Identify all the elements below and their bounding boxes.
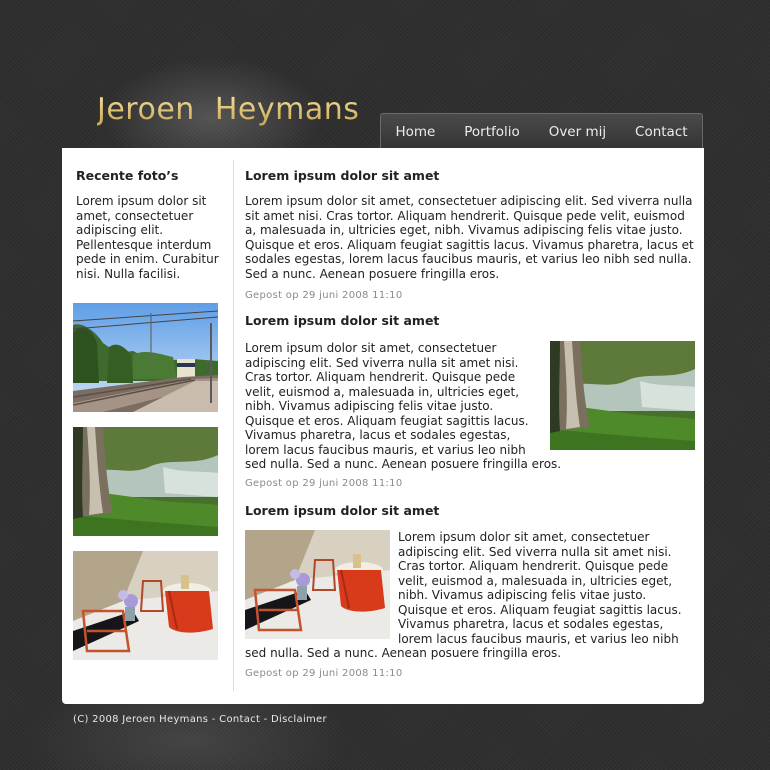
nav-item-contact[interactable]: Contact — [635, 123, 688, 140]
post-title[interactable]: Lorem ipsum dolor sit amet — [245, 168, 440, 183]
sidebar-title: Recente foto’s — [76, 168, 179, 183]
footer-copyright: (C) 2008 Jeroen Heymans — [73, 714, 209, 725]
post-meta: Gepost op 29 juni 2008 11:10 — [245, 290, 403, 301]
sidebar-text: Lorem ipsum dolor sit amet, consectetuer adipiscing elit. Pellentesque interdum pede in enim. Curabitur nisi. Nulla facilisi. — [76, 194, 219, 281]
post-meta: Gepost op 29 juni 2008 11:10 — [245, 478, 403, 489]
post-title[interactable]: Lorem ipsum dolor sit amet — [245, 313, 440, 328]
post-title[interactable]: Lorem ipsum dolor sit amet — [245, 503, 440, 518]
lake-tree-photo — [550, 341, 695, 450]
garden-chairs-photo — [245, 530, 390, 639]
post-body: Lorem ipsum dolor sit amet, consectetuer adipiscing elit. Sed viverra nulla sit amet nisi. Cras tortor. Aliquam hendrerit. Quisque pede velit, euismod a, malesuada in, ultricies eget, nibh. Vivamus adipiscing felis vitae justo. Quisque et eros. Aliquam feugiat sagittis lacus. Vivamus pharetra, lacus et sodales egestas, lorem lacus faucibus mauris, et varius leo nibh sed nulla. Sed a nunc. Aenean posuere fringilla eros. — [245, 194, 694, 281]
footer-contact-link[interactable]: Contact — [219, 714, 261, 725]
post-body-wrap — [245, 530, 695, 661]
column-divider — [233, 160, 234, 691]
sidebar-photo-garden[interactable] — [73, 551, 218, 660]
site-title: Jeroen Heymans — [97, 92, 360, 127]
sidebar-photo-lake[interactable] — [73, 427, 218, 536]
garden-chairs-photo — [73, 551, 218, 660]
post-body-wrap — [245, 341, 695, 472]
main-nav — [380, 113, 703, 149]
nav-item-portfolio[interactable]: Portfolio — [464, 123, 520, 140]
footer — [73, 714, 327, 725]
sidebar — [62, 148, 233, 704]
lake-tree-photo — [73, 427, 218, 536]
footer-separator: - — [208, 714, 220, 725]
content-panel — [62, 148, 704, 704]
post-body: Lorem ipsum dolor sit amet, consectetuer adipiscing elit. Sed viverra nulla sit amet nisi. Cras tortor. Aliquam hendrerit. Quisque pede velit, euismod a, malesuada in, ultricies eget, nibh. Vivamus adipiscing felis vitae justo. Quisque et eros. Aliquam feugiat sagittis lacus. Vivamus pharetra, lacus et sodales egestas, lorem lacus faucibus mauris, et varius leo nibh sed nulla. Sed a nunc. Aenean posuere fringilla eros. — [245, 530, 682, 660]
nav-item-over-mij[interactable]: Over mij — [548, 123, 607, 140]
sidebar-photo-train[interactable] — [73, 303, 218, 412]
footer-separator: - — [260, 714, 272, 725]
nav-item-home[interactable]: Home — [395, 123, 436, 140]
post-photo-garden[interactable] — [245, 530, 390, 639]
post-body: Lorem ipsum dolor sit amet, consectetuer adipiscing elit. Sed viverra nulla sit amet nisi. Cras tortor. Aliquam hendrerit. Quisque pede velit, euismod a, malesuada in, ultricies eget, nibh. Vivamus adipiscing felis vitae justo. Quisque et eros. Aliquam feugiat sagittis lacus. Vivamus pharetra, lacus et sodales egestas, lorem lacus faucibus mauris, et varius leo nibh sed nulla. Sed a nunc. Aenean posuere fringilla eros. — [245, 341, 562, 471]
post-meta: Gepost op 29 juni 2008 11:10 — [245, 668, 403, 679]
train-photo — [73, 303, 218, 412]
post-photo-lake[interactable] — [550, 341, 695, 450]
footer-disclaimer-link[interactable]: Disclaimer — [271, 714, 327, 725]
